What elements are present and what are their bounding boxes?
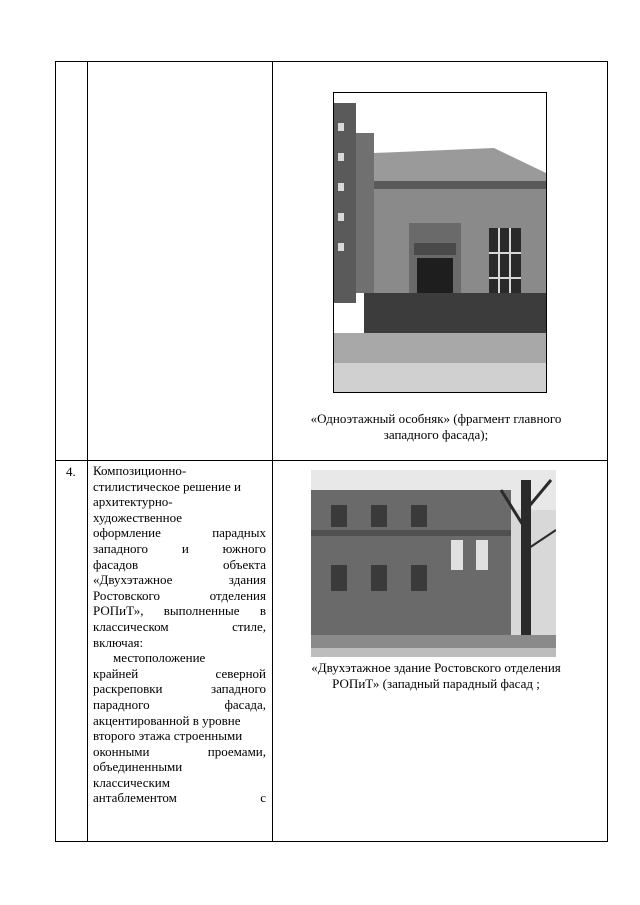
building-facade-image	[311, 470, 556, 657]
description-line: классическим	[93, 774, 170, 790]
description-line: РОПиТ», выполненные в	[93, 603, 266, 619]
row-number: 4.	[66, 464, 76, 479]
description-line: Композиционно-	[93, 463, 187, 478]
photo2-caption-line2: РОПиТ» (западный парадный фасад ;	[332, 676, 540, 691]
table-border-top	[55, 61, 608, 62]
photo-two-storey-building	[311, 470, 556, 657]
description-line: Ростовского отделения	[93, 587, 266, 603]
photo2-caption-line1: «Двухэтажное здание Ростовского отделения	[311, 660, 561, 675]
description-line: художественное	[93, 509, 183, 525]
mansion-facade-image	[334, 93, 546, 392]
description-line: стилистическое решение и	[93, 478, 241, 494]
table-divider-number	[87, 61, 88, 842]
description-line: архитектурно-	[93, 494, 173, 510]
photo1-caption	[280, 411, 592, 443]
description-line: местоположение	[113, 650, 206, 666]
photo1-caption-line2: западного фасада);	[383, 427, 489, 442]
table-border-right	[607, 61, 608, 842]
description-line: крайней северной	[93, 665, 266, 681]
description-line: раскреповки западного	[93, 681, 266, 697]
row-description	[93, 463, 266, 806]
description-line: оконными проемами,	[93, 743, 266, 759]
table-border-bottom	[55, 841, 608, 842]
description-line: парадного фасада,	[93, 696, 266, 712]
description-line: классическом стиле,	[93, 618, 266, 634]
description-line: фасадов объекта	[93, 556, 266, 572]
description-line: западного и южного	[93, 540, 266, 556]
description-line: объединенными	[93, 759, 183, 775]
description-line: включая:	[93, 634, 144, 650]
description-line: акцентированной в уровне	[93, 712, 241, 728]
description-line: второго этажа строенными	[93, 728, 243, 744]
photo1-caption-line1: «Одноэтажный особняк» (фрагмент главного	[310, 411, 562, 426]
description-line: оформление парадных	[93, 525, 266, 541]
photo2-caption	[280, 660, 592, 692]
description-line: антаблементом с	[93, 790, 266, 806]
description-line: «Двухэтажное здания	[93, 572, 266, 588]
table-row-divider	[55, 460, 608, 461]
table-divider-content	[272, 61, 273, 842]
table-border-left	[55, 61, 56, 842]
photo-one-storey-mansion	[333, 92, 547, 393]
